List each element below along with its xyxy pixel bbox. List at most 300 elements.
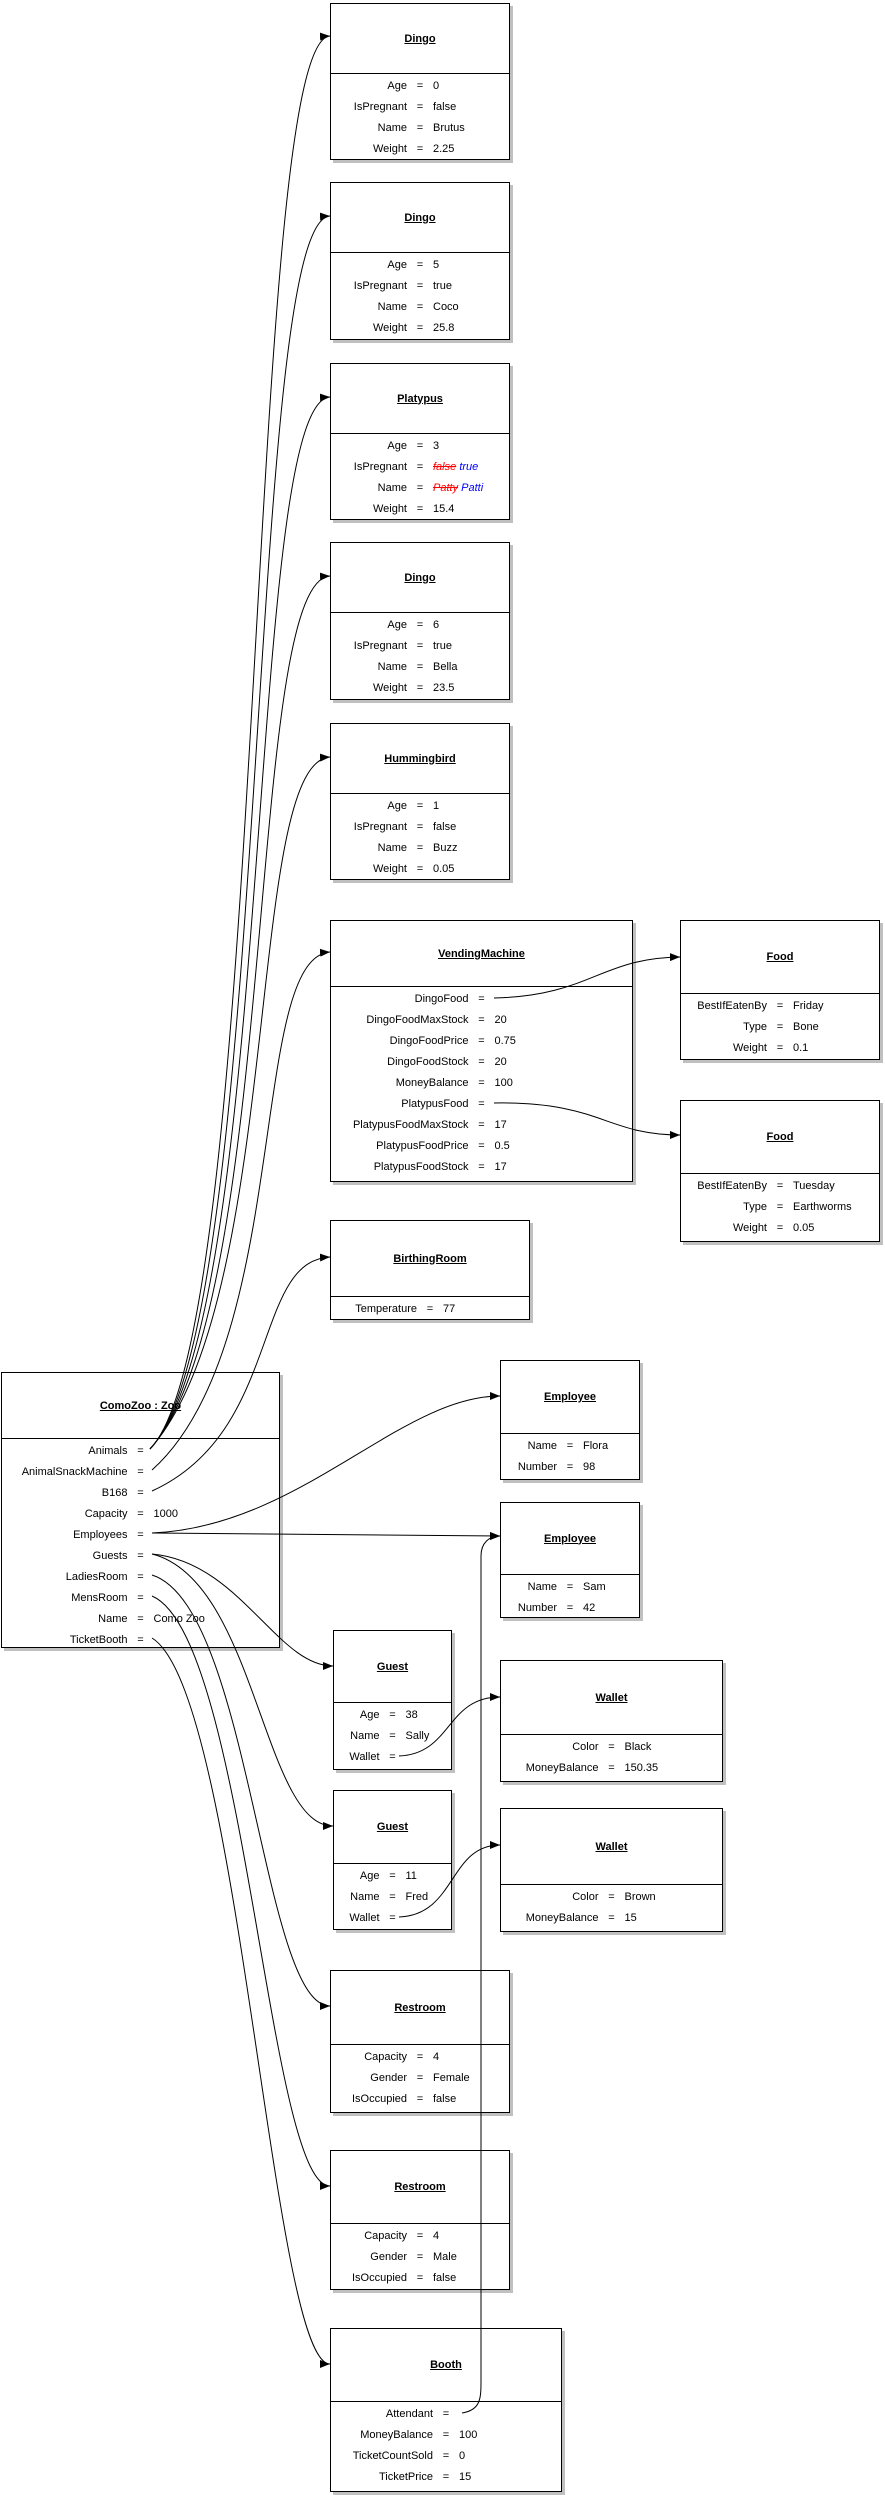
field-name: Weight: [372, 682, 407, 694]
field-row: [331, 1299, 529, 1320]
equals-sign: =: [137, 1529, 144, 1541]
field-name: MoneyBalance: [360, 2429, 433, 2441]
field-row: [331, 817, 509, 838]
equals-sign: =: [478, 1035, 485, 1047]
object-title: Employee: [501, 1503, 639, 1575]
object-box-guest-sally: [333, 1630, 452, 1770]
equals-sign: =: [137, 1613, 144, 1625]
field-name: IsPregnant: [353, 101, 407, 113]
field-name: Name: [377, 301, 407, 313]
object-title: Dingo: [331, 543, 509, 613]
field-value: Sam: [583, 1581, 606, 1593]
field-name: DingoFoodPrice: [389, 1035, 469, 1047]
field-row: [681, 1038, 879, 1059]
field-name: Weight: [732, 1222, 767, 1234]
field-row: [331, 615, 509, 636]
field-name: BestIfEatenBy: [697, 1000, 767, 1012]
field-name: Temperature: [355, 1303, 417, 1315]
object-box-birthing-room: [330, 1220, 530, 1320]
field-value: 4: [433, 2230, 440, 2242]
object-box-dingo-brutus: [330, 3, 510, 160]
object-title: Platypus: [331, 364, 509, 434]
field-row: [331, 2089, 509, 2110]
equals-sign: =: [442, 2429, 450, 2441]
edge-animals-hummingbird: [150, 757, 330, 1449]
equals-sign: =: [416, 842, 424, 854]
field-value: 20: [494, 1056, 507, 1068]
field-row: [331, 2226, 509, 2247]
equals-sign: =: [478, 1119, 485, 1131]
field-row: [331, 478, 509, 499]
object-fields: [331, 74, 509, 160]
field-name: IsPregnant: [353, 280, 407, 292]
field-value: 0: [459, 2450, 466, 2462]
object-title: Restroom: [331, 1971, 509, 2045]
equals-sign: =: [416, 322, 424, 334]
field-value: Brutus: [433, 122, 465, 134]
field-row: [331, 859, 509, 880]
field-value: false: [433, 2093, 457, 2105]
field-value: [428, 457, 509, 478]
field-value: true: [433, 640, 452, 652]
field-row: [331, 255, 509, 276]
equals-sign: =: [478, 1056, 485, 1068]
field-row: [501, 1758, 722, 1779]
field-value: 1: [433, 800, 440, 812]
field-row: [331, 457, 509, 478]
field-row: [331, 118, 509, 139]
field-row: [331, 2268, 509, 2289]
object-box-hummingbird-buzz: [330, 723, 510, 880]
new-value: Patti: [461, 482, 484, 494]
field-value: 0.05: [793, 1222, 815, 1234]
field-row: [331, 1094, 632, 1115]
field-value: 4: [433, 2051, 440, 2063]
field-row: [2, 1525, 279, 1546]
object-fields: [681, 994, 879, 1059]
edge-animals-dingo-brutus: [150, 36, 330, 1449]
equals-sign: =: [137, 1445, 144, 1457]
field-name: MoneyBalance: [525, 1912, 599, 1924]
field-name: Number: [517, 1602, 557, 1614]
field-row: [331, 97, 509, 118]
equals-sign: =: [566, 1602, 574, 1614]
field-name: Animals: [88, 1445, 128, 1457]
equals-sign: =: [478, 1161, 485, 1173]
equals-sign: =: [416, 2251, 424, 2263]
field-row: [331, 2068, 509, 2089]
equals-sign: =: [389, 1709, 396, 1721]
equals-sign: =: [478, 1077, 485, 1089]
edge-animals-platypus: [150, 397, 330, 1449]
equals-sign: =: [426, 1303, 434, 1315]
field-row: [501, 1457, 639, 1478]
field-row: [2, 1462, 279, 1483]
field-value: Earthworms: [793, 1201, 852, 1213]
field-value: Male: [433, 2251, 457, 2263]
object-title: Wallet: [501, 1809, 722, 1885]
edge-animals-dingo-coco: [150, 216, 330, 1449]
field-row: [334, 1747, 451, 1768]
object-title: Guest: [334, 1631, 451, 1703]
object-fields: [331, 1297, 529, 1320]
field-value: Bone: [793, 1021, 819, 1033]
field-name: Age: [359, 1709, 380, 1721]
object-box-food-earthworms: [680, 1100, 880, 1242]
field-name: Weight: [372, 503, 407, 515]
object-box-employee-sam: [500, 1502, 640, 1618]
equals-sign: =: [389, 1891, 396, 1903]
equals-sign: =: [478, 1098, 485, 1110]
field-value: false: [433, 101, 457, 113]
edge-ticketbooth-booth: [152, 1638, 330, 2364]
equals-sign: =: [776, 1180, 784, 1192]
field-name: IsOccupied: [351, 2093, 407, 2105]
field-value: 100: [459, 2429, 478, 2441]
field-row: [501, 1598, 639, 1619]
field-name: Name: [377, 482, 407, 494]
field-value: 17: [494, 1119, 507, 1131]
field-row: [331, 636, 509, 657]
field-value: 100: [494, 1077, 513, 1089]
equals-sign: =: [776, 1021, 784, 1033]
field-name: Name: [350, 1730, 380, 1742]
equals-sign: =: [416, 682, 424, 694]
object-box-restroom-male: [330, 2150, 510, 2290]
field-name: DingoFoodStock: [387, 1056, 469, 1068]
field-row: [2, 1441, 279, 1462]
field-row: [331, 276, 509, 297]
field-name: Capacity: [364, 2230, 407, 2242]
object-title: BirthingRoom: [331, 1221, 529, 1297]
field-value: 1000: [153, 1508, 178, 1520]
object-fields: [331, 434, 509, 520]
field-name: IsPregnant: [353, 821, 407, 833]
object-fields: [331, 794, 509, 880]
equals-sign: =: [776, 1000, 784, 1012]
field-row: [2, 1483, 279, 1504]
equals-sign: =: [389, 1751, 396, 1763]
field-name: Age: [387, 800, 407, 812]
field-name: Age: [387, 80, 407, 92]
field-row: [334, 1908, 451, 1929]
object-fields: [334, 1703, 451, 1769]
equals-sign: =: [608, 1891, 615, 1903]
object-title: VendingMachine: [331, 921, 632, 987]
field-name: Age: [387, 440, 407, 452]
field-name: B168: [101, 1487, 128, 1499]
field-name: PlatypusFoodStock: [373, 1161, 469, 1173]
field-name: PlatypusFoodPrice: [376, 1140, 469, 1152]
field-name: Type: [743, 1021, 767, 1033]
field-value: 3: [433, 440, 440, 452]
field-row: [331, 2425, 561, 2446]
equals-sign: =: [608, 1741, 615, 1753]
object-fields: [331, 2045, 509, 2112]
edge-animals-dingo-bella: [150, 576, 330, 1449]
field-name: Wallet: [349, 1751, 380, 1763]
field-row: [501, 1436, 639, 1457]
equals-sign: =: [416, 863, 424, 875]
field-row: [331, 2247, 509, 2268]
field-row: [2, 1504, 279, 1525]
equals-sign: =: [137, 1571, 144, 1583]
field-row: [331, 1010, 632, 1031]
equals-sign: =: [416, 101, 424, 113]
equals-sign: =: [137, 1466, 144, 1478]
object-box-como-zoo: [1, 1372, 280, 1648]
equals-sign: =: [776, 1042, 784, 1054]
new-value: true: [459, 461, 479, 473]
field-value: Brown: [624, 1891, 656, 1903]
object-box-booth: [330, 2328, 562, 2492]
field-value: 6: [433, 619, 440, 631]
field-name: Capacity: [364, 2051, 407, 2063]
field-row: [334, 1726, 451, 1747]
field-row: [331, 297, 509, 318]
equals-sign: =: [566, 1581, 574, 1593]
object-box-dingo-coco: [330, 182, 510, 340]
field-name: Capacity: [84, 1508, 128, 1520]
field-value: 98: [583, 1461, 596, 1473]
field-value: 5: [433, 259, 440, 271]
field-name: Name: [527, 1581, 557, 1593]
field-name: Gender: [370, 2072, 407, 2084]
field-value: 11: [405, 1870, 417, 1882]
object-fields: [331, 613, 509, 699]
object-fields: [331, 253, 509, 339]
equals-sign: =: [442, 2408, 450, 2420]
object-title: Food: [681, 1101, 879, 1174]
field-name: Name: [527, 1440, 557, 1452]
field-row: [334, 1887, 451, 1908]
field-name: MensRoom: [71, 1592, 128, 1604]
object-box-platypus-patti: [330, 363, 510, 520]
equals-sign: =: [416, 461, 424, 473]
field-name: Color: [572, 1891, 599, 1903]
equals-sign: =: [416, 440, 424, 452]
field-row: [501, 1577, 639, 1598]
field-row: [331, 657, 509, 678]
field-name: IsPregnant: [353, 461, 407, 473]
field-name: Age: [387, 259, 407, 271]
equals-sign: =: [776, 1222, 784, 1234]
field-value: 23.5: [433, 682, 455, 694]
field-row: [2, 1609, 279, 1630]
field-name: Wallet: [349, 1912, 380, 1924]
field-value: Friday: [793, 1000, 824, 1012]
field-name: Name: [377, 122, 407, 134]
field-name: IsOccupied: [351, 2272, 407, 2284]
equals-sign: =: [389, 1870, 396, 1882]
equals-sign: =: [416, 2272, 424, 2284]
field-row: [331, 678, 509, 699]
object-title: Hummingbird: [331, 724, 509, 794]
object-fields: [501, 1434, 639, 1479]
field-row: [331, 1136, 632, 1157]
field-row: [501, 1887, 722, 1908]
field-value: Buzz: [433, 842, 458, 854]
field-row: [331, 1031, 632, 1052]
field-name: Weight: [372, 322, 407, 334]
object-fields: [2, 1439, 279, 1651]
equals-sign: =: [416, 2230, 424, 2242]
object-fields: [331, 2224, 509, 2289]
field-row: [331, 318, 509, 339]
field-value: Tuesday: [793, 1180, 835, 1192]
equals-sign: =: [416, 80, 424, 92]
equals-sign: =: [442, 2471, 450, 2483]
field-name: DingoFood: [414, 993, 469, 1005]
field-value: 0: [433, 80, 440, 92]
object-title: Employee: [501, 1361, 639, 1434]
object-title: Dingo: [331, 4, 509, 74]
equals-sign: =: [416, 122, 424, 134]
field-value: Como Zoo: [153, 1613, 205, 1625]
equals-sign: =: [416, 280, 424, 292]
field-name: Color: [572, 1741, 599, 1753]
field-row: [2, 1546, 279, 1567]
equals-sign: =: [416, 503, 424, 515]
field-row: [331, 436, 509, 457]
field-name: Age: [387, 619, 407, 631]
field-row: [501, 1908, 722, 1929]
field-row: [681, 996, 879, 1017]
field-row: [331, 1115, 632, 1136]
field-value: Coco: [433, 301, 459, 313]
field-row: [331, 76, 509, 97]
equals-sign: =: [566, 1461, 574, 1473]
object-fields: [501, 1575, 639, 1619]
object-box-wallet-black: [500, 1660, 723, 1782]
equals-sign: =: [416, 619, 424, 631]
object-title: ComoZoo : Zoo: [2, 1373, 279, 1439]
equals-sign: =: [416, 2093, 424, 2105]
equals-sign: =: [137, 1508, 144, 1520]
field-row: [501, 1737, 722, 1758]
field-value: false: [433, 821, 457, 833]
field-row: [331, 2446, 561, 2467]
field-name: Employees: [73, 1529, 128, 1541]
field-value: 0.1: [793, 1042, 809, 1054]
field-name: Guests: [92, 1550, 128, 1562]
field-value: Fred: [405, 1891, 429, 1903]
field-name: LadiesRoom: [65, 1571, 128, 1583]
field-row: [331, 838, 509, 859]
field-name: Age: [359, 1870, 380, 1882]
field-row: [334, 1705, 451, 1726]
equals-sign: =: [478, 993, 485, 1005]
field-value: false: [433, 2272, 457, 2284]
field-value: 15: [624, 1912, 637, 1924]
object-title: Restroom: [331, 2151, 509, 2224]
field-value: 0.5: [494, 1140, 510, 1152]
field-name: TicketBooth: [69, 1634, 128, 1646]
field-name: Attendant: [385, 2408, 433, 2420]
equals-sign: =: [608, 1762, 615, 1774]
field-name: TicketCountSold: [352, 2450, 433, 2462]
field-value: 15: [459, 2471, 472, 2483]
object-fields: [501, 1735, 722, 1781]
field-row: [2, 1567, 279, 1588]
object-fields: [501, 1885, 722, 1931]
object-fields: [331, 2402, 561, 2491]
equals-sign: =: [478, 1014, 485, 1026]
field-name: Name: [98, 1613, 128, 1625]
equals-sign: =: [137, 1550, 144, 1562]
object-box-wallet-brown: [500, 1808, 723, 1932]
equals-sign: =: [416, 301, 424, 313]
field-name: MoneyBalance: [525, 1762, 599, 1774]
field-row: [681, 1218, 879, 1239]
field-value: 42: [583, 1602, 596, 1614]
field-value: 77: [443, 1303, 456, 1315]
object-box-food-bone: [680, 920, 880, 1060]
field-value: 17: [494, 1161, 507, 1173]
object-box-employee-flora: [500, 1360, 640, 1480]
field-name: Name: [377, 661, 407, 673]
equals-sign: =: [416, 640, 424, 652]
field-value: Sally: [405, 1730, 430, 1742]
equals-sign: =: [416, 2051, 424, 2063]
field-row: [681, 1197, 879, 1218]
equals-sign: =: [137, 1592, 144, 1604]
field-value: Flora: [583, 1440, 609, 1452]
equals-sign: =: [137, 1634, 144, 1646]
field-value: 38: [405, 1709, 418, 1721]
field-row: [331, 1157, 632, 1178]
field-value: 20: [494, 1014, 507, 1026]
equals-sign: =: [416, 482, 424, 494]
object-box-dingo-bella: [330, 542, 510, 700]
field-value: 15.4: [433, 503, 455, 515]
equals-sign: =: [416, 800, 424, 812]
object-title: Wallet: [501, 1661, 722, 1735]
field-row: [331, 1073, 632, 1094]
field-value: [428, 478, 509, 499]
field-row: [331, 499, 509, 520]
field-name: PlatypusFoodMaxStock: [352, 1119, 469, 1131]
equals-sign: =: [776, 1201, 784, 1213]
field-row: [331, 989, 632, 1010]
object-box-guest-fred: [333, 1790, 452, 1930]
field-name: Name: [377, 842, 407, 854]
object-box-restroom-female: [330, 1970, 510, 2113]
field-name: Name: [350, 1891, 380, 1903]
field-name: IsPregnant: [353, 640, 407, 652]
field-name: Weight: [372, 863, 407, 875]
field-name: Gender: [370, 2251, 407, 2263]
object-title: Food: [681, 921, 879, 994]
equals-sign: =: [478, 1140, 485, 1152]
object-fields: [334, 1864, 451, 1929]
field-row: [331, 796, 509, 817]
equals-sign: =: [416, 2072, 424, 2084]
field-name: Type: [743, 1201, 767, 1213]
equals-sign: =: [416, 143, 424, 155]
field-row: [331, 139, 509, 160]
equals-sign: =: [416, 661, 424, 673]
field-name: Number: [517, 1461, 557, 1473]
object-fields: [331, 987, 632, 1181]
field-row: [2, 1630, 279, 1651]
object-fields: [681, 1174, 879, 1241]
object-box-vending-machine: [330, 920, 633, 1182]
field-row: [331, 1052, 632, 1073]
equals-sign: =: [442, 2450, 450, 2462]
field-name: Weight: [732, 1042, 767, 1054]
field-row: [2, 1588, 279, 1609]
